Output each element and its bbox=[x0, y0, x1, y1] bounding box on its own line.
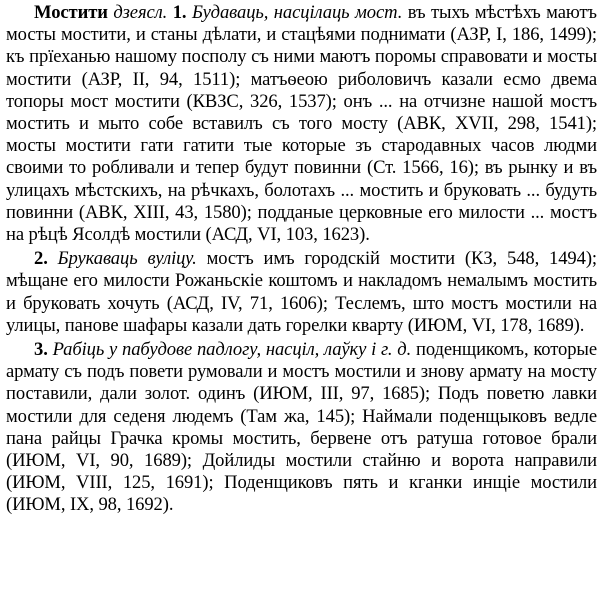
sense-number: 1. bbox=[172, 2, 187, 23]
sense-gloss: Брукаваць вуліцу. bbox=[57, 248, 197, 270]
sense-citations: въ тыхъ мѣстѣхъ маютъ мосты мостити, и станы дѣлати, и стацѣями поднимати (АЗР, I, 186, 1499); къ прїеханью нашому посполу съ ними маютъ поромы справовати и мосты мостити (АЗР, II, 94, 1511); матъѳеою риболовичъ казали есмо двема топоры мост мостити (КВЗС, 326, 1537); онъ ... на отчизне нашой мостъ мостить и мыто собе вставилъ съ того мосту (АВК, XVII, 298, 1541); мосты мостити гати гатити тые которые зъ стародавных часов людми своими то робливали и тепер будут повинни (Ст. 1566, 16); въ рынку и въ улицахъ мѣстскихъ, на рѣчкахъ, болотахъ ... мостить и бруковать ... будуть повинни (АВК, XIII, 43, 1580); подданые церковные его милости ... мостъ на рѣцѣ Ясолдѣ мостили (АСД, VI, 103, 1623). bbox=[6, 2, 597, 246]
sense-1 bbox=[6, 2, 597, 246]
sense-citations: мостъ имъ городскій мостити (КЗ, 548, 1494); мѣщане его милости Рожаньскіе коштомъ и накладомъ немалымъ мостить и бруковать хочуть (АСД, IV, 71, 1606); Теслемъ, што мостъ мостили на улицы, панове шафары казали дать горелки кварту (ИЮМ, VI, 178, 1689). bbox=[6, 248, 597, 336]
sense-gloss: Рабіць у пабудове падлогу, насціл, лаўку і г. д. bbox=[52, 339, 412, 361]
part-of-speech: дзеясл. bbox=[113, 2, 168, 23]
sense-citations: поденщикомъ, которые армату съ подъ повети румовали и мостъ мостили и знову армату на мосту поставили, дали золот. одинъ (ИЮМ, III, 97, 1685); Подъ поветю лавки мостили для седеня людемъ (Там жа, 145); Наймали поденщыковъ ведле пана райцы Грачка кромы мостить, бервене отъ ратуша готовое брали (ИЮМ, VI, 90, 1689); Дойлиды мостили стайню и ворота направили (ИЮМ, VIII, 125, 1691); Поденщиковъ пять и кганки инщіе мостили (ИЮМ, IX, 98, 1692). bbox=[6, 339, 597, 516]
sense-2 bbox=[6, 248, 597, 337]
sense-number: 3. bbox=[34, 339, 48, 361]
sense-gloss: Будаваць, насцілаць мост. bbox=[191, 2, 403, 23]
sense-number: 2. bbox=[34, 248, 48, 270]
headword: Мостити bbox=[34, 2, 108, 23]
sense-3 bbox=[6, 339, 597, 517]
